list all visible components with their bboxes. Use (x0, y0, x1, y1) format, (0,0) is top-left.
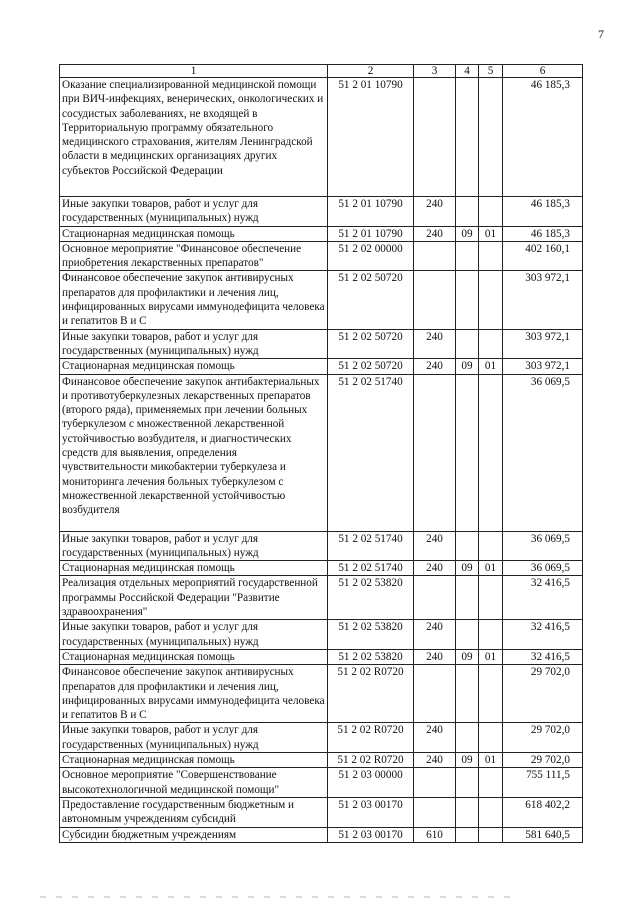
row-expense-type (414, 78, 456, 197)
table-row (60, 241, 583, 271)
row-subsection (479, 197, 503, 227)
row-expense-type: 240 (414, 753, 456, 768)
row-expense-type: 240 (414, 561, 456, 576)
row-code: 51 2 02 53820 (328, 576, 414, 620)
row-section (456, 723, 479, 753)
scan-artifact (40, 896, 520, 898)
row-name: Иные закупки товаров, работ и услуг для государственных (муниципальных) нужд (60, 723, 328, 753)
row-expense-type (414, 241, 456, 271)
row-code: 51 2 02 53820 (328, 649, 414, 664)
row-subsection (479, 576, 503, 620)
row-section (456, 797, 479, 827)
row-section (456, 197, 479, 227)
row-subsection: 01 (479, 753, 503, 768)
row-subsection: 01 (479, 359, 503, 374)
table-row (60, 531, 583, 561)
row-amount: 46 185,3 (503, 197, 583, 227)
row-subsection (479, 797, 503, 827)
table-row (60, 576, 583, 620)
row-amount: 755 111,5 (503, 768, 583, 798)
row-expense-type (414, 271, 456, 329)
row-amount: 36 069,5 (503, 374, 583, 531)
row-section (456, 531, 479, 561)
row-name: Оказание специализированной медицинской помощи при ВИЧ-инфекциях, венерических, онкологических и сосудистых заболеваниях, не входящей в Территориальную программу обязательного медицинского страхования, жителям Ленинградской области в медицинских организациях других субъектов Российской Федерации (60, 78, 328, 197)
table-row (60, 797, 583, 827)
row-code: 51 2 02 R0720 (328, 753, 414, 768)
row-code: 51 2 02 50720 (328, 359, 414, 374)
row-subsection (479, 271, 503, 329)
column-header: 4 (456, 65, 479, 78)
row-name: Иные закупки товаров, работ и услуг для государственных (муниципальных) нужд (60, 329, 328, 359)
row-amount: 46 185,3 (503, 78, 583, 197)
row-amount: 36 069,5 (503, 531, 583, 561)
row-expense-type (414, 576, 456, 620)
row-amount: 303 972,1 (503, 359, 583, 374)
row-name: Реализация отдельных мероприятий государственной программы Российской Федерации "Развитие здравоохранения" (60, 576, 328, 620)
row-code: 51 2 02 00000 (328, 241, 414, 271)
row-name: Финансовое обеспечение закупок антибактериальных и противотуберкулезных лекарственных препаратов (второго ряда), применяемых при лечении больных туберкулезом с множественной лекарственной устойчивостью возбудителя, и диагностических средств для выявления, определения чувствительности микобактерии туберкулеза и мониторинга лечения больных туберкулезом с множественной лекарственной устойчивостью возбудителя (60, 374, 328, 531)
row-subsection (479, 241, 503, 271)
row-section (456, 374, 479, 531)
row-name: Иные закупки товаров, работ и услуг для государственных (муниципальных) нужд (60, 620, 328, 650)
row-code: 51 2 02 51740 (328, 531, 414, 561)
row-name: Субсидии бюджетным учреждениям (60, 827, 328, 842)
table-row (60, 226, 583, 241)
row-section (456, 620, 479, 650)
row-subsection (479, 374, 503, 531)
row-expense-type: 240 (414, 723, 456, 753)
row-code: 51 2 02 50720 (328, 329, 414, 359)
row-section (456, 576, 479, 620)
row-subsection (479, 768, 503, 798)
row-code: 51 2 01 10790 (328, 78, 414, 197)
table-row (60, 620, 583, 650)
table-row (60, 561, 583, 576)
page-number: 7 (598, 27, 604, 41)
row-subsection (479, 531, 503, 561)
row-subsection: 01 (479, 561, 503, 576)
table-row (60, 271, 583, 329)
row-amount: 303 972,1 (503, 271, 583, 329)
column-header: 6 (503, 65, 583, 78)
row-expense-type (414, 374, 456, 531)
row-amount: 402 160,1 (503, 241, 583, 271)
row-section: 09 (456, 226, 479, 241)
table-row (60, 827, 583, 842)
row-name: Стационарная медицинская помощь (60, 753, 328, 768)
row-code: 51 2 02 51740 (328, 561, 414, 576)
row-name: Предоставление государственным бюджетным и автономным учреждениям субсидий (60, 797, 328, 827)
row-amount: 36 069,5 (503, 561, 583, 576)
row-expense-type: 240 (414, 620, 456, 650)
row-code: 51 2 01 10790 (328, 197, 414, 227)
row-code: 51 2 01 10790 (328, 226, 414, 241)
row-subsection (479, 827, 503, 842)
row-section: 09 (456, 359, 479, 374)
row-expense-type: 240 (414, 226, 456, 241)
row-section: 09 (456, 649, 479, 664)
row-expense-type: 240 (414, 197, 456, 227)
row-name: Финансовое обеспечение закупок антивирусных препаратов для профилактики и лечения лиц, инфицированных вирусами иммунодефицита человека и гепатитов В и С (60, 271, 328, 329)
row-expense-type: 240 (414, 649, 456, 664)
row-name: Стационарная медицинская помощь (60, 359, 328, 374)
row-section: 09 (456, 753, 479, 768)
row-subsection (479, 723, 503, 753)
row-section (456, 241, 479, 271)
table-row (60, 753, 583, 768)
row-section (456, 665, 479, 723)
table-row (60, 649, 583, 664)
row-section: 09 (456, 561, 479, 576)
row-expense-type: 240 (414, 329, 456, 359)
table-row (60, 359, 583, 374)
row-subsection: 01 (479, 649, 503, 664)
row-name: Стационарная медицинская помощь (60, 226, 328, 241)
row-subsection: 01 (479, 226, 503, 241)
row-expense-type: 610 (414, 827, 456, 842)
budget-table (59, 64, 583, 843)
table-row (60, 329, 583, 359)
row-subsection (479, 78, 503, 197)
row-code: 51 2 02 R0720 (328, 665, 414, 723)
row-name: Иные закупки товаров, работ и услуг для государственных (муниципальных) нужд (60, 531, 328, 561)
row-expense-type: 240 (414, 359, 456, 374)
row-expense-type (414, 665, 456, 723)
row-code: 51 2 02 R0720 (328, 723, 414, 753)
row-amount: 618 402,2 (503, 797, 583, 827)
row-name: Основное мероприятие "Совершенствование высокотехнологичной медицинской помощи" (60, 768, 328, 798)
row-name: Стационарная медицинская помощь (60, 649, 328, 664)
row-amount: 581 640,5 (503, 827, 583, 842)
row-expense-type (414, 768, 456, 798)
row-subsection (479, 620, 503, 650)
row-name: Основное мероприятие "Финансовое обеспечение приобретения лекарственных препаратов" (60, 241, 328, 271)
row-amount: 29 702,0 (503, 723, 583, 753)
row-amount: 32 416,5 (503, 649, 583, 664)
row-amount: 46 185,3 (503, 226, 583, 241)
table-row (60, 723, 583, 753)
table-row (60, 197, 583, 227)
row-expense-type (414, 797, 456, 827)
column-header: 3 (414, 65, 456, 78)
row-amount: 303 972,1 (503, 329, 583, 359)
row-amount: 29 702,0 (503, 665, 583, 723)
row-subsection (479, 665, 503, 723)
row-section (456, 271, 479, 329)
row-code: 51 2 02 53820 (328, 620, 414, 650)
row-section (456, 78, 479, 197)
row-code: 51 2 03 00170 (328, 797, 414, 827)
row-amount: 32 416,5 (503, 576, 583, 620)
row-section (456, 768, 479, 798)
table-row (60, 768, 583, 798)
row-subsection (479, 329, 503, 359)
table-header-row (60, 65, 583, 78)
row-expense-type: 240 (414, 531, 456, 561)
table-row (60, 665, 583, 723)
column-header: 2 (328, 65, 414, 78)
row-name: Иные закупки товаров, работ и услуг для государственных (муниципальных) нужд (60, 197, 328, 227)
row-section (456, 827, 479, 842)
column-header: 1 (60, 65, 328, 78)
row-code: 51 2 03 00170 (328, 827, 414, 842)
row-name: Финансовое обеспечение закупок антивирусных препаратов для профилактики и лечения лиц, инфицированных вирусами иммунодефицита человека и гепатитов В и С (60, 665, 328, 723)
row-code: 51 2 02 50720 (328, 271, 414, 329)
row-section (456, 329, 479, 359)
row-amount: 32 416,5 (503, 620, 583, 650)
table-row (60, 374, 583, 531)
column-header: 5 (479, 65, 503, 78)
row-amount: 29 702,0 (503, 753, 583, 768)
row-code: 51 2 02 51740 (328, 374, 414, 531)
row-name: Стационарная медицинская помощь (60, 561, 328, 576)
row-code: 51 2 03 00000 (328, 768, 414, 798)
table-row (60, 78, 583, 197)
